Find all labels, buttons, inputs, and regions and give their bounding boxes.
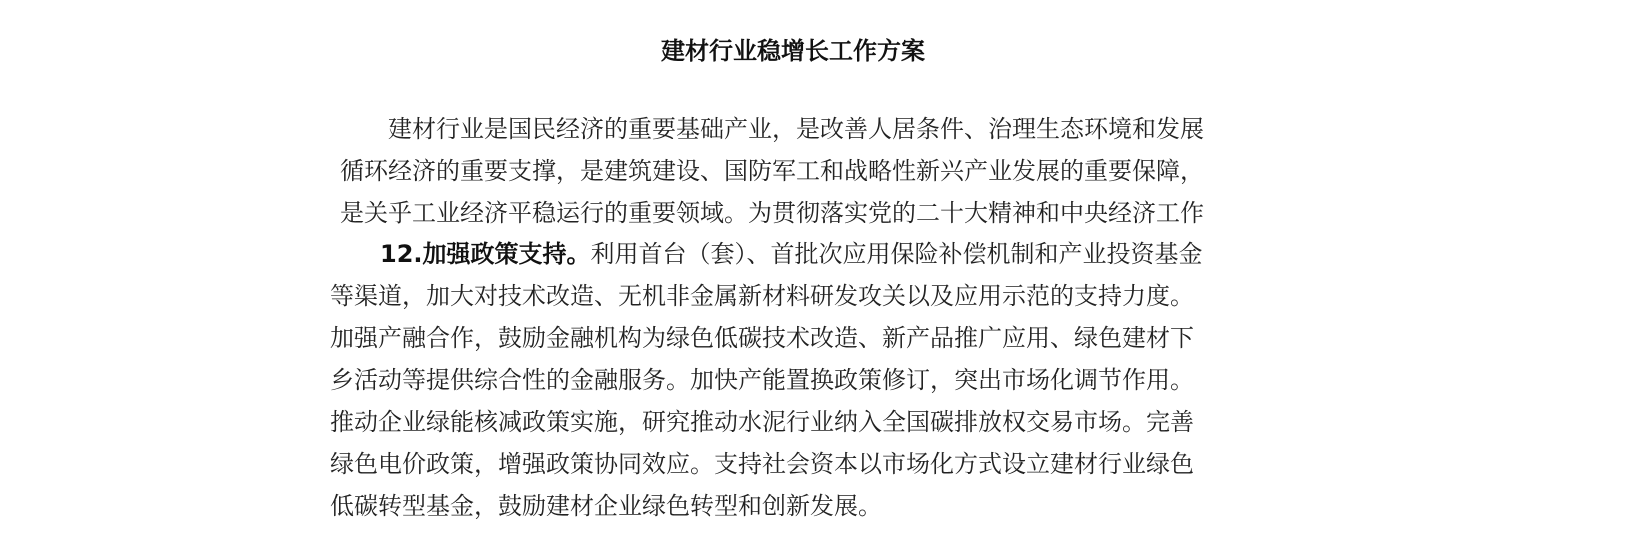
section-line: 推动企业绿能核减政策实施，研究推动水泥行业纳入全国碳排放权交易市场。完善 xyxy=(330,408,1194,436)
intro-line: 建材行业是国民经济的重要基础产业，是改善人居条件、治理生态环境和发展 xyxy=(388,115,1204,143)
section-heading: 12.加强政策支持。 xyxy=(380,240,591,268)
section-line: 等渠道，加大对技术改造、无机非金属新材料研发攻关以及应用示范的支持力度。 xyxy=(330,282,1194,310)
section-line: 加强产融合作，鼓励金融机构为绿色低碳技术改造、新产品推广应用、绿色建材下 xyxy=(330,324,1194,352)
document-title: 建材行业稳增长工作方案 xyxy=(661,37,925,65)
section-line: 低碳转型基金，鼓励建材企业绿色转型和创新发展。 xyxy=(330,492,882,520)
intro-paragraph xyxy=(340,108,1260,234)
section-line: 乡活动等提供综合性的金融服务。加快产能置换政策修订，突出市场化调节作用。 xyxy=(330,366,1194,394)
section-first-line xyxy=(330,233,1260,275)
intro-line: 是关乎工业经济平稳运行的重要领域。为贯彻落实党的二十大精神和中央经济工作 xyxy=(340,199,1204,227)
intro-line: 循环经济的重要支撑，是建筑建设、国防军工和战略性新兴产业发展的重要保障， xyxy=(340,157,1204,185)
section-line: 绿色电价政策，增强政策协同效应。支持社会资本以市场化方式设立建材行业绿色 xyxy=(330,450,1194,478)
policy-support-paragraph xyxy=(330,233,1260,527)
section-first-line-text: 利用首台（套）、首批次应用保险补偿机制和产业投资基金 xyxy=(590,240,1203,268)
